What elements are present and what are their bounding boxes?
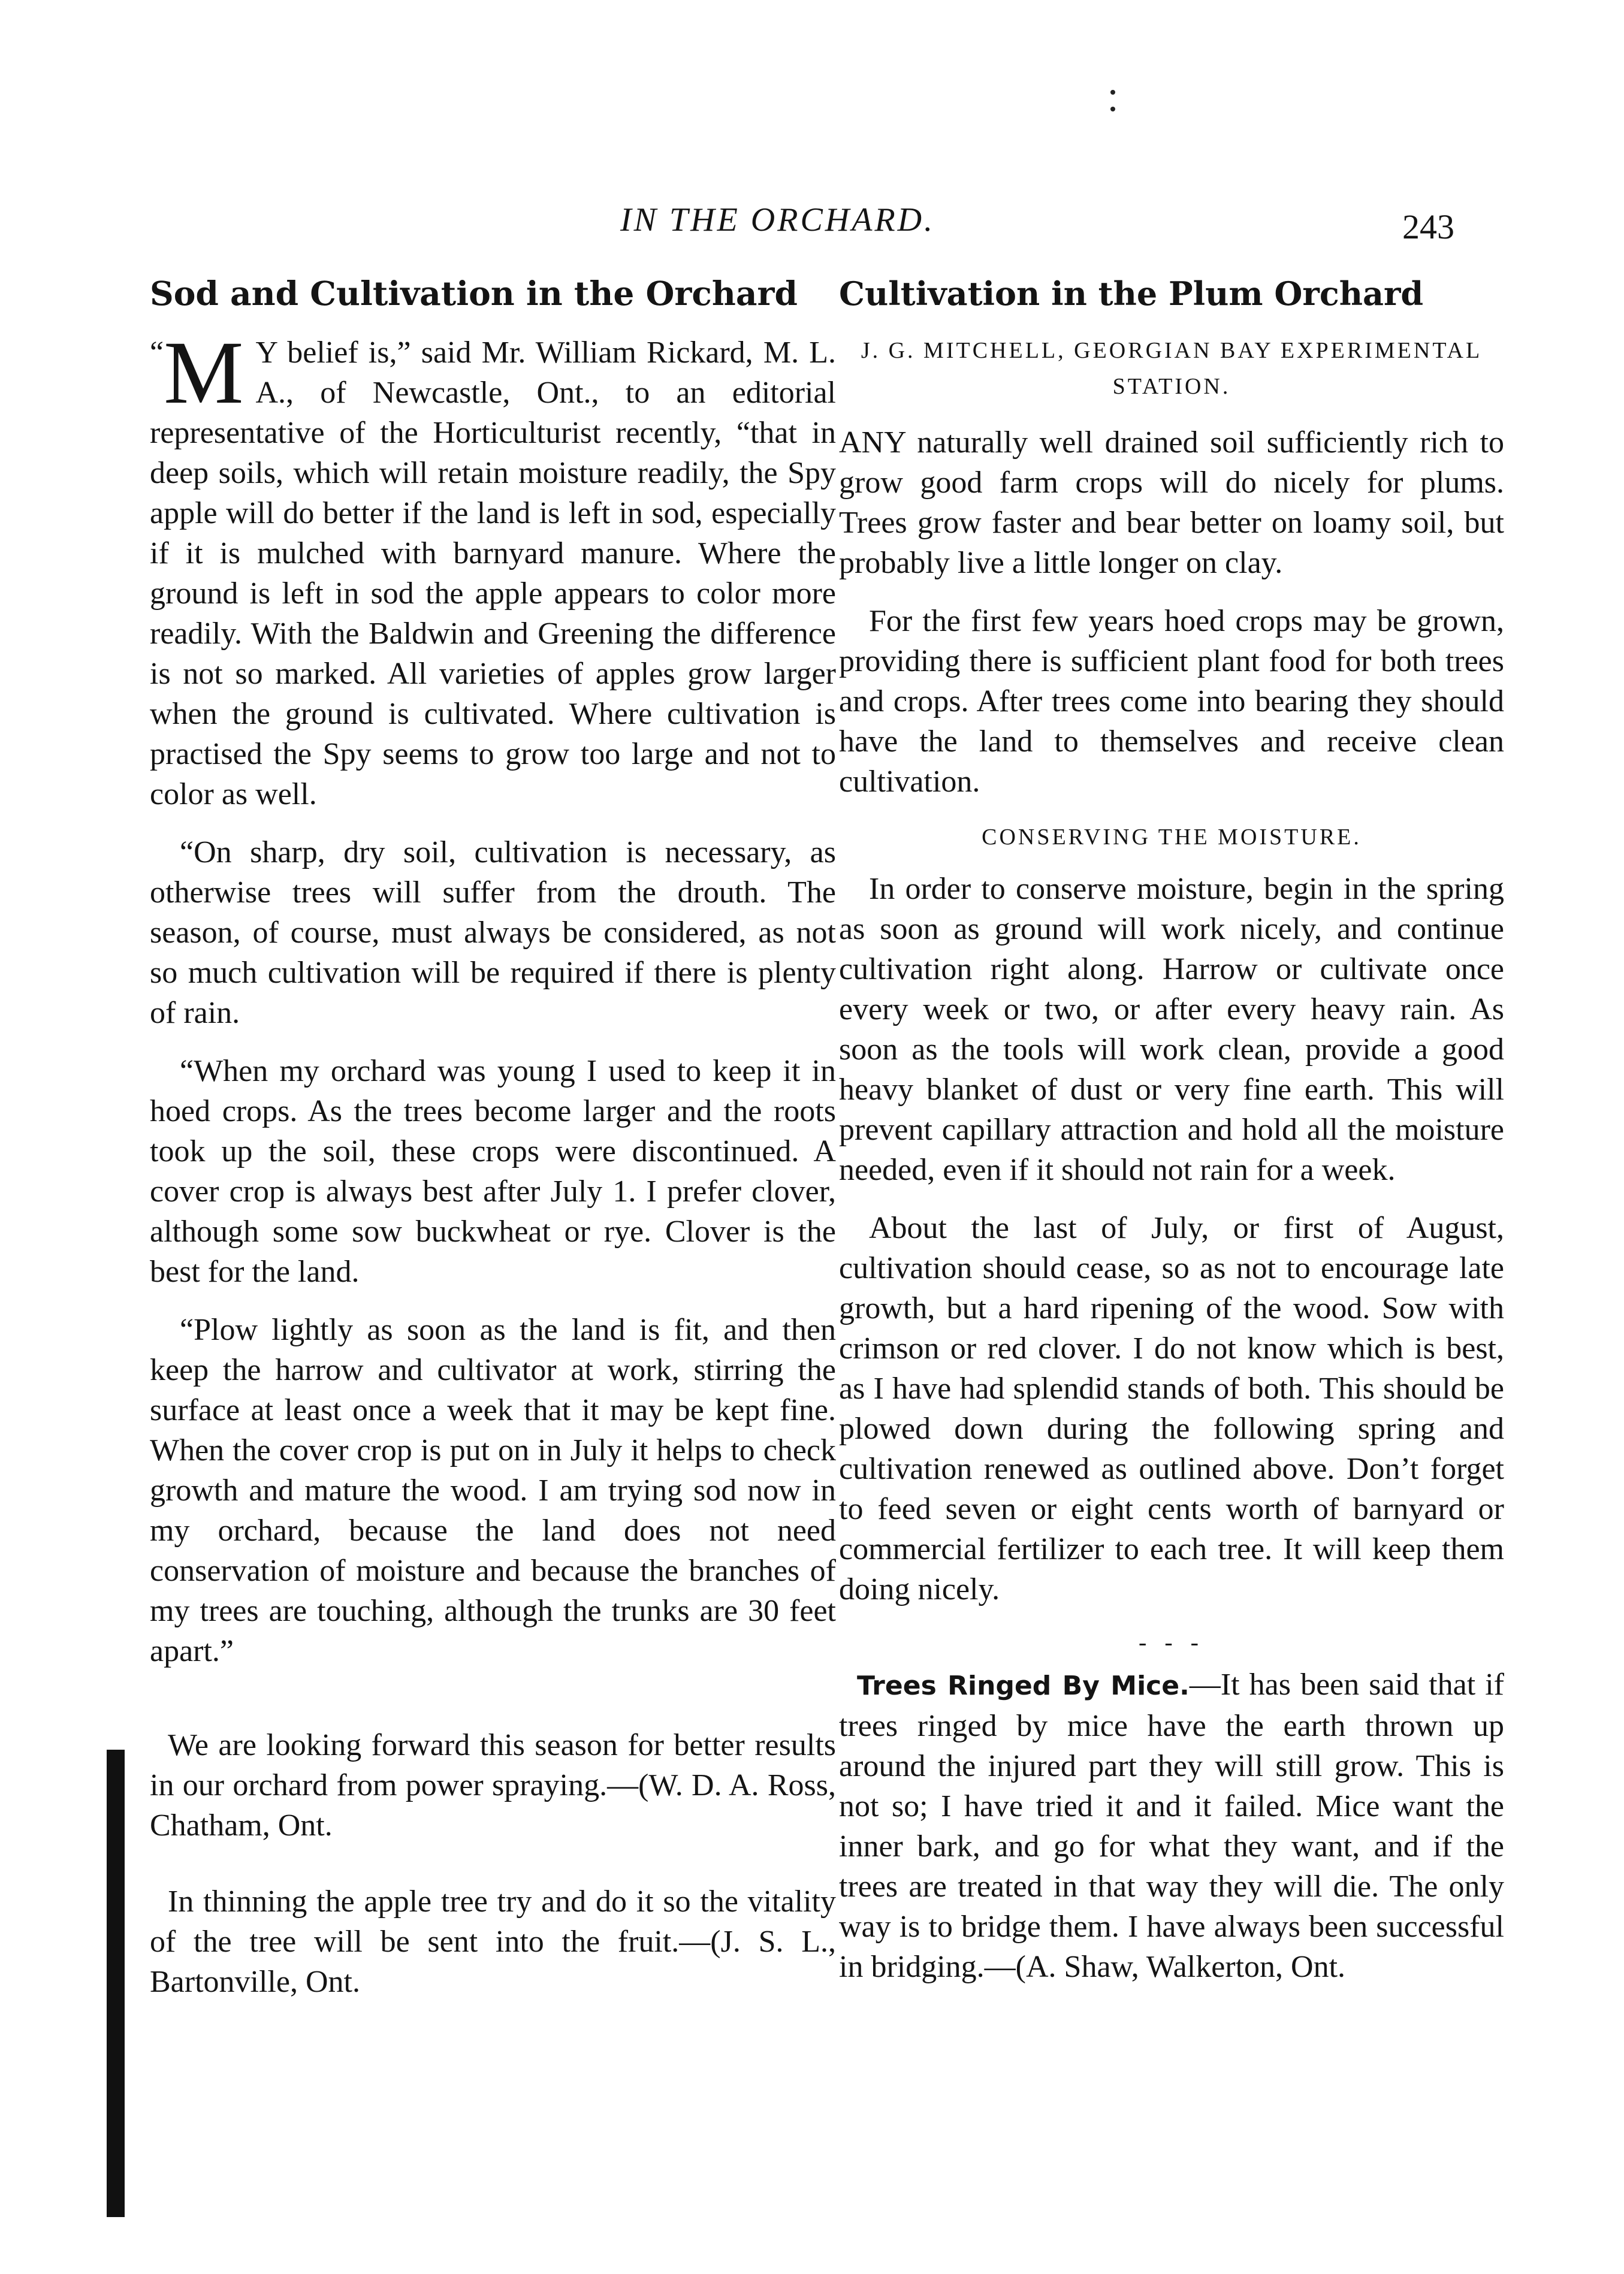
page-number: 243 xyxy=(1402,207,1454,246)
reader-note: We are looking forward this season for better results in our orchard from power spraying.—(W. D. A. Ross, Chatham, Ont. xyxy=(150,1728,836,1843)
section-subhead: CONSERVING THE MOISTURE. xyxy=(982,825,1362,850)
reader-note xyxy=(839,1665,1504,1987)
note-heading: Trees Ringed By Mice. xyxy=(857,1671,1190,1701)
spacer xyxy=(150,1864,836,1882)
paragraph: ANY naturally well drained soil sufficiently rich to grow good farm crops will do nicely for plums. Trees grow faster and bear better on loamy soil, but probably live a little longer on clay. xyxy=(839,425,1504,580)
byline: J. G. MITCHELL, GEORGIAN BAY EXPERIMENTAL STATION. xyxy=(861,338,1483,399)
article-title: Sod and Cultivation in the Orchard xyxy=(150,274,798,313)
paragraph: “When my orchard was young I used to keep it in hoed crops. As the trees become larger and the roots took up the soil, these crops were discontinued. A cover crop is always best after July 1. I prefer clover, although some sow buckwheat or rye. Clover is the best for the land. xyxy=(150,1054,836,1289)
drop-cap-letter: M xyxy=(164,323,244,422)
right-column xyxy=(839,273,1504,2005)
lead-paragraph xyxy=(150,323,836,814)
paragraph-text: Y belief is,” said Mr. William Rickard, M. L. A., of Newcastle, Ont., to an editorial representative of the Horticulturist recently, “that in deep soils, which will retain moisture readily, the Spy apple will do better if the land is left in sod, especially if it is mulched with barnyard manure. Where the ground is left in sod the apple appears to color more readily. With the Baldwin and Greening the difference is not so marked. All varieties of apples grow larger when the ground is cultivated. Where cultivation is practised the Spy seems to grow too large and not to color as well. xyxy=(150,336,836,811)
spacer xyxy=(150,1689,836,1725)
section-divider: - - - xyxy=(1139,1629,1205,1656)
binding-edge-shadow xyxy=(107,1750,125,2217)
note-body: —It has been said that if trees ringed by mice have the earth thrown up around the injured part they will still grow. This is not so; I have tried it and it failed. Mice want the inner bark, and go for what they want, and if the trees are treated in that way they will die. The only way is to bridge them. I have always been successful in bridging.—(A. Shaw, Walkerton, Ont. xyxy=(839,1668,1504,1984)
paragraph: In order to conserve moisture, begin in the spring as soon as ground will work nicely, and continue cultivation right along. Harrow or cultivate once every week or two, or after every heavy rain. As soon as the tools will work clean, provide a good heavy blanket of dust or very fine earth. This will prevent capillary attraction and hold all the moisture needed, even if it should not rain for a week. xyxy=(839,872,1504,1187)
reader-note: In thinning the apple tree try and do it so the vitality of the tree will be sent into the fruit.—(J. S. L., Bartonville, Ont. xyxy=(150,1885,836,1999)
print-speck xyxy=(1110,107,1115,111)
left-column xyxy=(150,273,836,2020)
paragraph: “On sharp, dry soil, cultivation is necessary, as otherwise trees will suffer from the drouth. The season, of course, must always be considered, as not so much cultivation will be required if there is plenty of rain. xyxy=(150,835,836,1030)
running-head: IN THE ORCHARD. xyxy=(620,201,935,238)
opening-quote: “ xyxy=(150,336,164,370)
drop-cap xyxy=(150,323,244,422)
paragraph: “Plow lightly as soon as the land is fit, and then keep the harrow and cultivator at work, stirring the surface at least once a week that it may be kept fine. When the cover crop is put on in July it helps to check growth and mature the wood. I am trying sod now in my orchard, because the land does not need conservation of moisture and because the branches of my trees are touching, although the trunks are 30 feet apart.” xyxy=(150,1313,836,1668)
paragraph: About the last of July, or first of August, cultivation should cease, so as not to encourage late growth, but a hard ripening of the wood. Sow with crimson or red clover. I do not know which is best, as I have had splendid stands of both. This should be plowed down during the following spring and cultivation renewed as outlined above. Don’t forget to feed seven or eight cents worth of barnyard or commercial fertilizer to each tree. It will keep them doing nicely. xyxy=(839,1211,1504,1606)
print-speck xyxy=(1110,90,1115,95)
article-title: Cultivation in the Plum Orchard xyxy=(839,274,1424,313)
paragraph: For the first few years hoed crops may be grown, providing there is sufficient plant food for both trees and crops. After trees come into bearing they should have the land to themselves and receive clean cultivation. xyxy=(839,604,1504,799)
